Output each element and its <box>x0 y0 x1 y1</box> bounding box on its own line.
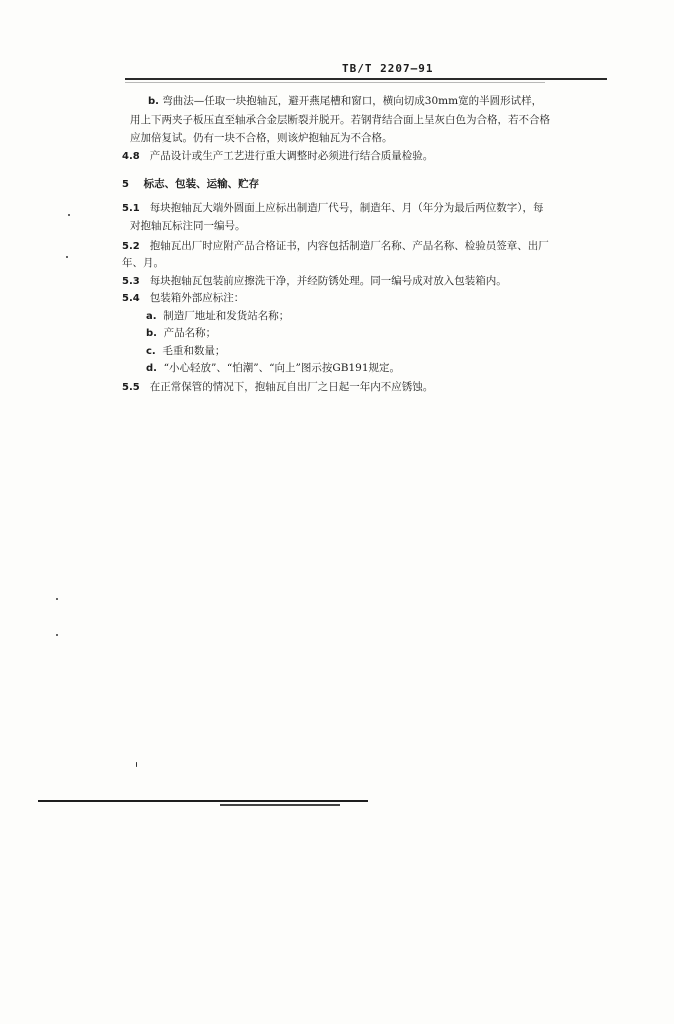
item-b-label: b. <box>148 96 159 107</box>
item-5-1-text-1: 每块抱轴瓦大端外圆面上应标出制造厂代号，制造年、月（年分为最后两位数字），每 <box>149 202 544 214</box>
item-5-5 <box>122 380 433 395</box>
item-5-4-a <box>146 309 289 324</box>
standard-code-header: TB/T 2207—91 <box>342 62 434 75</box>
item-b-line3: 应加倍复试。仍有一块不合格，则该炉抱轴瓦为不合格。 <box>130 132 393 144</box>
item-5-4-a-label: a. <box>146 311 157 322</box>
item-5-3 <box>122 274 507 289</box>
item-5-4-number: 5.4 <box>122 293 140 304</box>
item-4-8-number: 4.8 <box>122 151 140 162</box>
header-rule-secondary <box>125 82 545 83</box>
header-rule <box>125 78 607 80</box>
item-4-8-text: 产品设计或生产工艺进行重大调整时必须进行结合质量检验。 <box>149 150 434 162</box>
section-5-number: 5 <box>122 179 129 190</box>
item-5-4 <box>122 291 244 306</box>
scan-speck <box>68 214 70 216</box>
footer-rule <box>38 800 368 802</box>
item-5-4-b-label: b. <box>146 328 157 339</box>
item-5-4-c <box>146 344 225 359</box>
item-5-4-d <box>146 361 400 376</box>
item-5-4-c-label: c. <box>146 346 156 357</box>
item-5-4-text: 包装箱外部应标注： <box>149 292 245 304</box>
item-5-2-line1 <box>122 239 549 254</box>
item-5-4-c-text: 毛重和数量； <box>162 345 226 357</box>
item-5-2-number: 5.2 <box>122 241 140 252</box>
item-5-2-line2: 年、月。 <box>122 257 164 269</box>
footer-rule-secondary <box>220 804 340 806</box>
scan-speck <box>56 634 58 636</box>
item-5-1-line2: 对抱轴瓦标注同一编号。 <box>130 220 246 232</box>
scan-speck <box>66 256 68 258</box>
item-5-4-a-text: 制造厂地址和发货站名称； <box>163 310 290 322</box>
item-5-2-text-1: 抱轴瓦出厂时应附产品合格证书，内容包括制造厂名称、产品名称、检验员签章、出厂 <box>149 240 549 252</box>
section-5-heading <box>122 177 259 192</box>
item-5-5-text: 在正常保管的情况下，抱轴瓦自出厂之日起一年内不应锈蚀。 <box>149 381 434 393</box>
item-b-line2: 用上下两夹子板压直至轴承合金层断裂并脱开。若钢背结合面上呈灰白色为合格，若不合格 <box>130 114 550 126</box>
item-5-4-d-text: “小心轻放”、“怕潮”、“向上”图示按GB191规定。 <box>163 362 401 374</box>
item-5-4-d-label: d. <box>146 363 157 374</box>
item-5-5-number: 5.5 <box>122 382 140 393</box>
section-5-title: 标志、包装、运输、贮存 <box>143 178 260 190</box>
item-5-4-b-text: 产品名称； <box>163 327 217 339</box>
item-5-1-line1 <box>122 201 543 216</box>
item-4-8 <box>122 149 433 164</box>
item-5-1-number: 5.1 <box>122 203 140 214</box>
item-5-3-text: 每块抱轴瓦包装前应擦洗干净，并经防锈处理。同一编号成对放入包装箱内。 <box>149 275 507 287</box>
item-5-4-b <box>146 326 216 341</box>
item-b-line1 <box>148 94 542 109</box>
scan-speck <box>56 598 58 600</box>
scan-speck <box>136 762 137 767</box>
item-b-text-1: 弯曲法—任取一块抱轴瓦，避开燕尾槽和窗口，横向切成30mm宽的半圆形试样， <box>162 95 543 107</box>
item-5-3-number: 5.3 <box>122 276 140 287</box>
